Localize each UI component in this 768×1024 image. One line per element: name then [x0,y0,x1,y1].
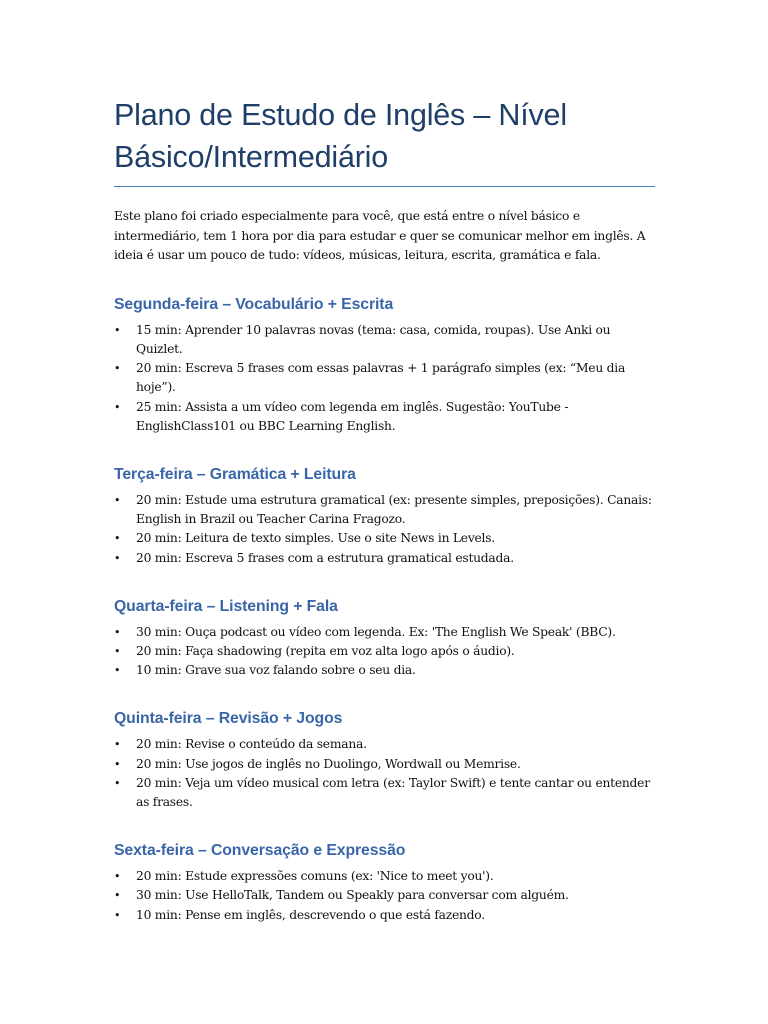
title-line-2: Básico/Intermediário [114,140,389,174]
list-item-text: 20 min: Revise o conteúdo da semana. [136,737,367,752]
bullet-icon: • [114,625,121,639]
list-item-text: 30 min: Use HelloTalk, Tandem ou Speakly para conversar com alguém. [136,888,569,903]
list-item-text: 20 min: Estude expressões comuns (ex: 'Nice to meet you'). [136,869,494,884]
section-heading: Quarta-feira – Listening + Fala [114,597,338,615]
list-item-text: 30 min: Ouça podcast ou vídeo com legenda. Ex: 'The English We Speak' (BBC). [136,624,616,639]
page-title [114,94,655,187]
list-item [114,774,655,812]
list-item [114,867,655,886]
bullet-icon: • [114,645,121,659]
list-item [114,661,655,680]
list-item [114,886,655,905]
section-heading: Quinta-feira – Revisão + Jogos [114,710,343,728]
list-item [114,735,655,754]
list-item-text: 25 min: Assista a um vídeo com legenda em inglês. Sugestão: YouTube - EnglishClass101 ou BBC Learning English. [136,399,569,433]
list-item-text: 20 min: Veja um vídeo musical com letra (ex: Taylor Swift) e tente cantar ou entender as frases. [136,775,650,810]
bullet-icon: • [114,757,121,771]
bullet-icon: • [114,323,121,337]
list-item-text: 10 min: Pense em inglês, descrevendo o que está fazendo. [136,907,485,922]
bullet-list [114,491,655,568]
list-item-text: 20 min: Leitura de texto simples. Use o site News in Levels. [136,531,495,546]
list-item-text: 20 min: Faça shadowing (repita em voz alta logo após o áudio). [136,644,515,659]
bullet-icon: • [114,908,121,922]
section-monday [114,295,655,436]
bullet-icon: • [114,738,121,752]
bullet-icon: • [114,776,121,790]
bullet-list [114,623,655,681]
section-heading: Terça-feira – Gramática + Leitura [114,466,356,483]
section-thursday [114,709,655,812]
bullet-icon: • [114,870,121,884]
bullet-list [114,321,655,436]
bullet-icon: • [114,494,121,507]
list-item [114,398,655,436]
list-item [114,642,655,661]
list-item-text: 20 min: Escreva 5 frases com essas palavras + 1 parágrafo simples (ex: “Meu dia hoje”). [136,361,626,395]
list-item-text: 10 min: Grave sua voz falando sobre o seu dia. [136,663,416,678]
title-line-1: Plano de Estudo de Inglês – Nível [114,98,567,132]
section-wednesday [114,597,655,681]
bullet-list [114,735,655,812]
list-item [114,321,655,359]
bullet-icon: • [114,664,121,678]
section-friday [114,841,655,925]
intro-paragraph: Este plano foi criado especialmente para você, que está entre o nível básico e intermediário, tem 1 hora por dia para estudar e quer se comunicar melhor em inglês. A ideia é usar um pouco de tudo: vídeos, músicas, leitura, escrita, gramática e fala. [114,209,646,263]
section-heading: Segunda-feira – Vocabulário + Escrita [114,295,394,313]
bullet-icon: • [114,362,121,376]
section-heading: Sexta-feira – Conversação e Expressão [114,842,406,860]
bullet-icon: • [114,889,121,903]
bullet-list [114,867,655,925]
list-item-text: 20 min: Escreva 5 frases com a estrutura gramatical estudada. [136,550,514,565]
list-item [114,491,655,529]
list-item-text: 20 min: Use jogos de inglês no Duolingo, Wordwall ou Memrise. [136,756,521,771]
list-item [114,623,655,642]
list-item [114,906,655,925]
list-item-text: 20 min: Estude uma estrutura gramatical (ex: presente simples, preposições). Canais: English in Brazil ou Teacher Carina Fragozo. [136,493,652,527]
list-item [114,529,655,548]
bullet-icon: • [114,400,121,414]
bullet-icon: • [114,551,121,565]
list-item [114,549,655,568]
list-item-text: 15 min: Aprender 10 palavras novas (tema: casa, comida, roupas). Use Anki ou Quizlet. [136,322,611,356]
section-tuesday [114,465,655,568]
bullet-icon: • [114,532,121,546]
list-item [114,359,655,397]
list-item [114,755,655,774]
